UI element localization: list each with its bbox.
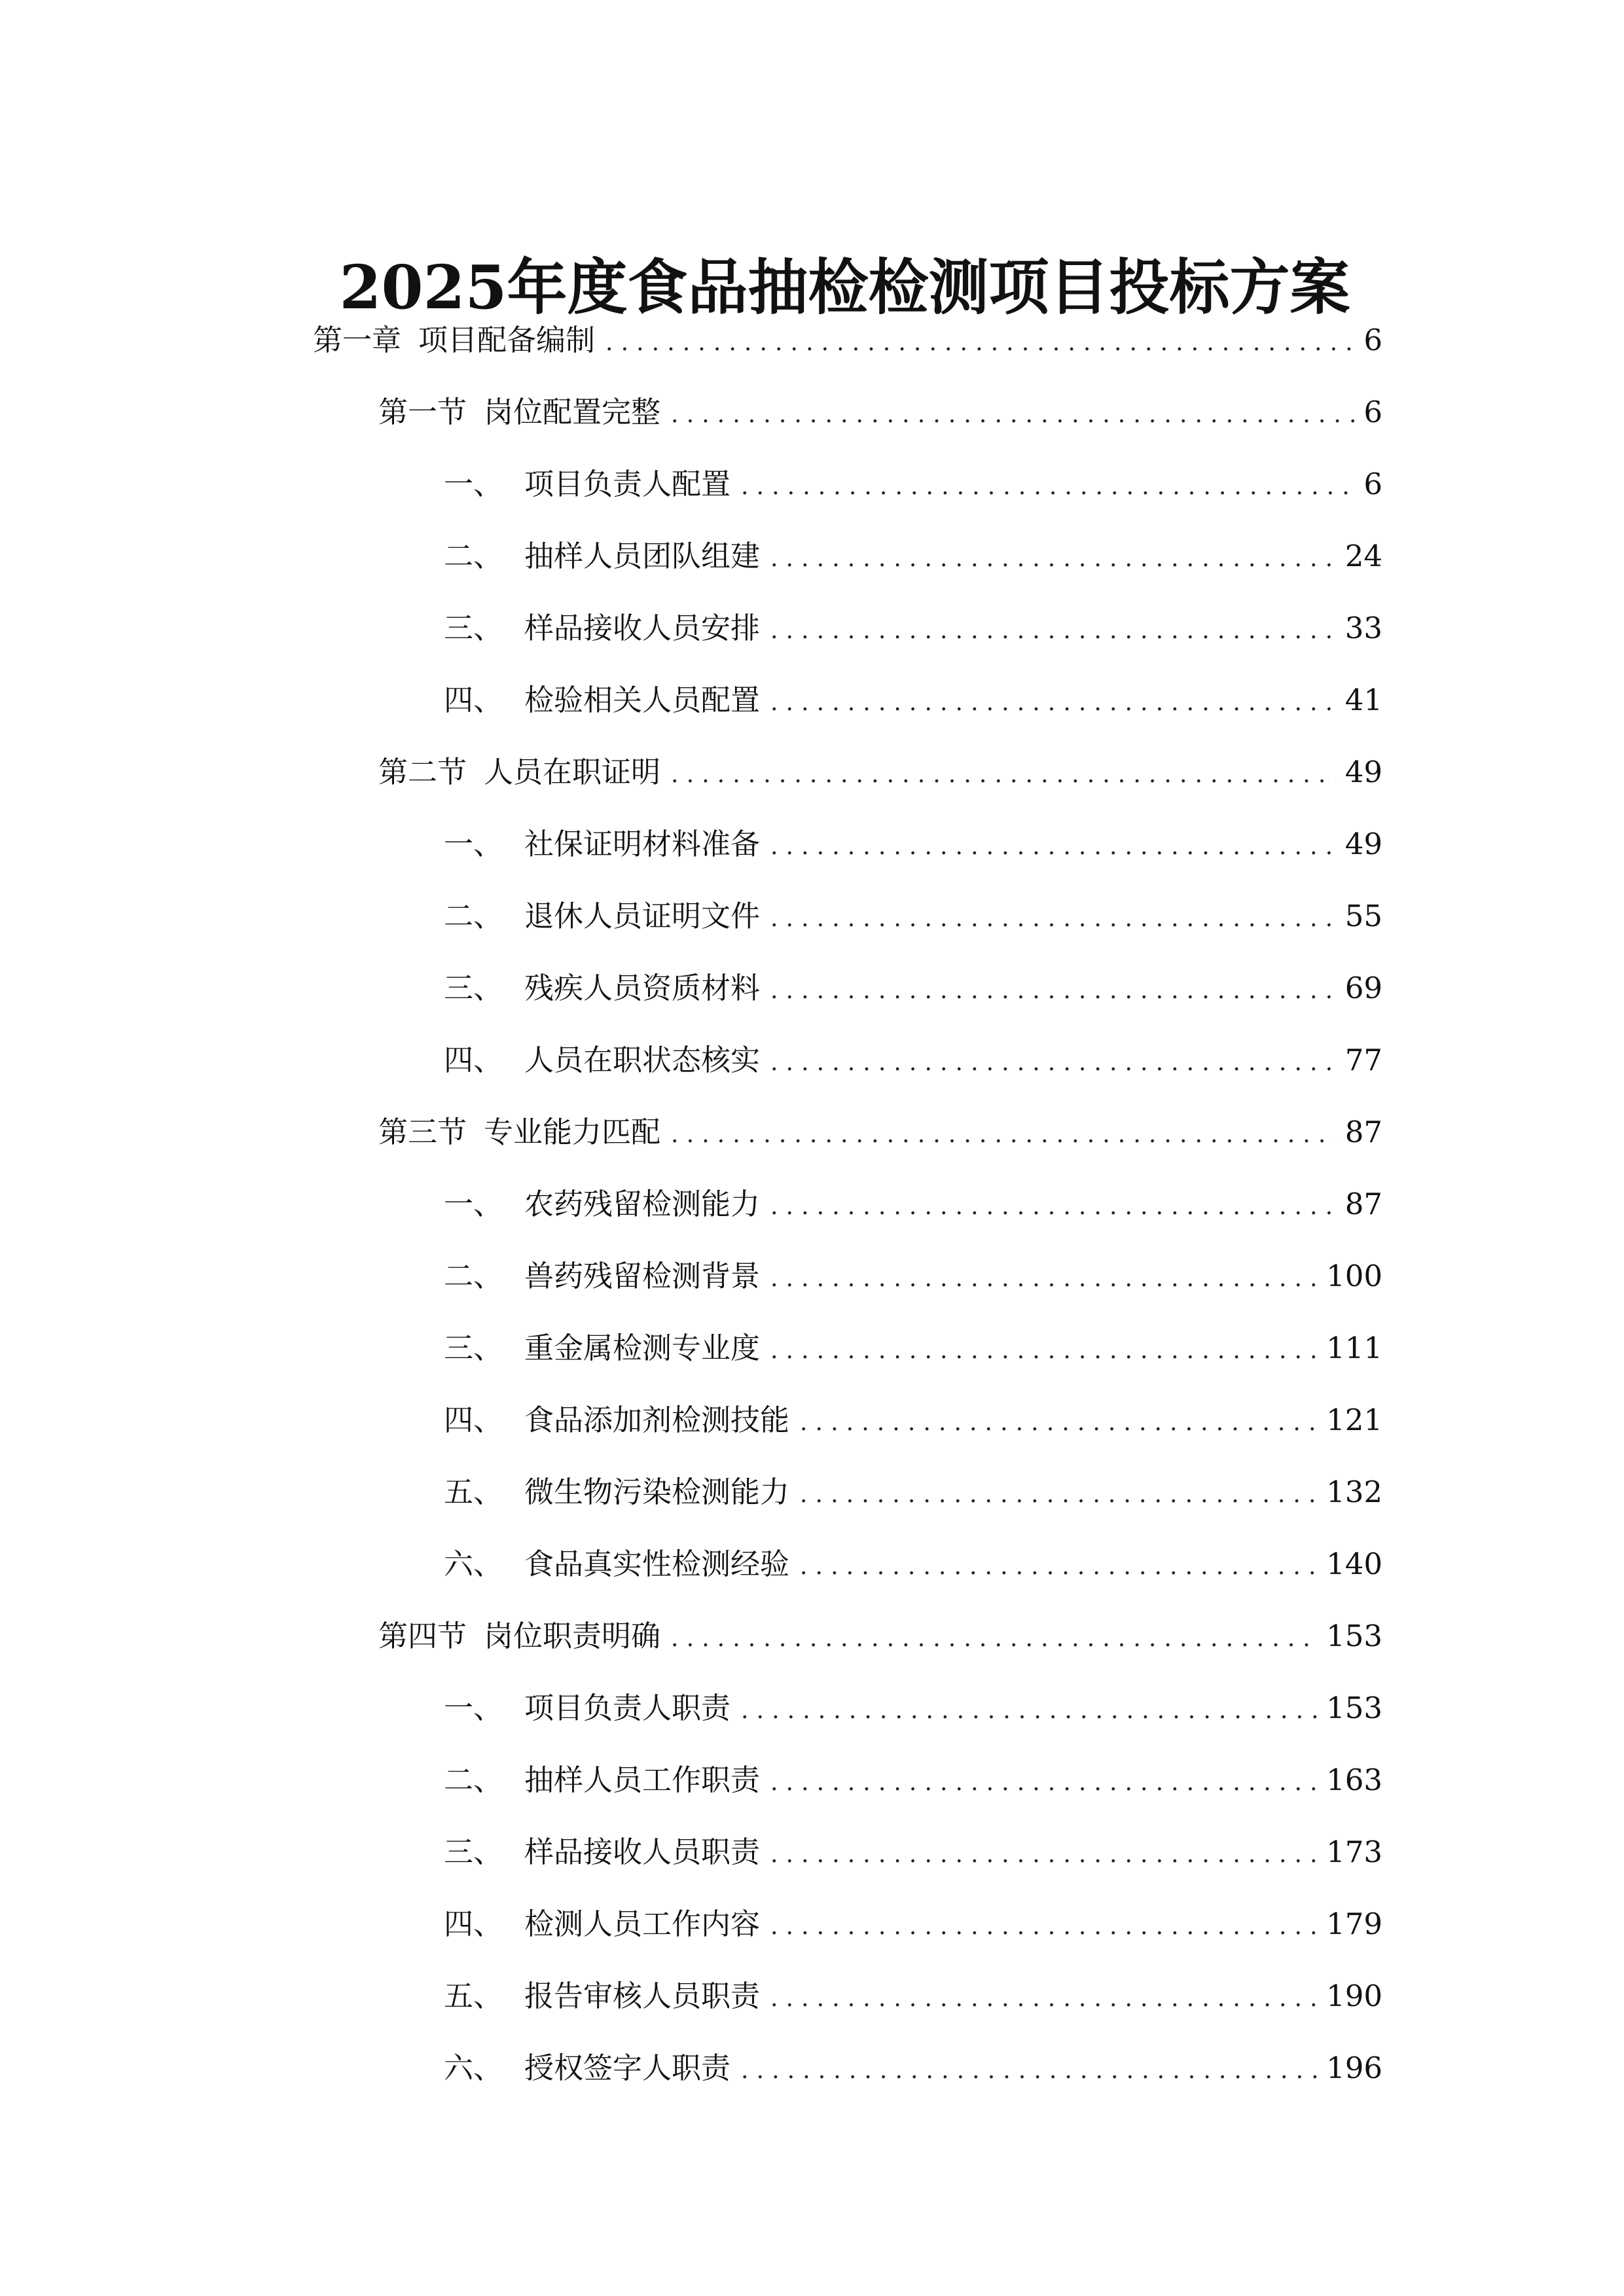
toc-entry-page-number: 49 bbox=[1344, 755, 1382, 789]
toc-entry-page-number: 41 bbox=[1344, 683, 1382, 717]
toc-entry-number: 六、 bbox=[444, 1547, 503, 1581]
toc-dot-leader bbox=[671, 1109, 1336, 1161]
toc-dot-leader bbox=[770, 605, 1336, 657]
toc-entry-number: 五、 bbox=[444, 1475, 503, 1509]
toc-dot-leader bbox=[800, 1541, 1317, 1593]
toc-entry-label: 项目负责人职责 bbox=[524, 1691, 731, 1725]
toc-entry-number: 第一章 bbox=[313, 323, 402, 357]
toc-entry-number: 二、 bbox=[444, 1259, 503, 1293]
toc-entry-page-number: 69 bbox=[1344, 971, 1382, 1005]
toc-subsection-entry bbox=[444, 530, 1382, 583]
toc-dot-leader bbox=[770, 821, 1336, 873]
toc-entry-page-number: 55 bbox=[1344, 899, 1382, 933]
toc-entry-page-number: 100 bbox=[1326, 1259, 1382, 1293]
toc-dot-leader bbox=[770, 893, 1336, 945]
toc-subsection-entry bbox=[444, 1250, 1382, 1302]
toc-dot-leader bbox=[741, 2045, 1317, 2097]
toc-subsection-entry bbox=[444, 1826, 1382, 1878]
toc-entry-number: 一、 bbox=[444, 1187, 503, 1221]
toc-entry-number: 三、 bbox=[444, 1331, 503, 1365]
toc-subsection-entry bbox=[444, 962, 1382, 1014]
toc-chapter-entry bbox=[313, 314, 1382, 367]
toc-entry-page-number: 121 bbox=[1326, 1403, 1382, 1437]
toc-dot-leader bbox=[800, 1397, 1317, 1449]
toc-entry-number: 四、 bbox=[444, 1907, 503, 1941]
toc-entry-page-number: 111 bbox=[1326, 1331, 1382, 1365]
toc-subsection-entry bbox=[444, 1466, 1382, 1518]
toc-entry-page-number: 190 bbox=[1326, 1979, 1382, 2013]
toc-dot-leader bbox=[770, 677, 1336, 729]
toc-entry-page-number: 24 bbox=[1344, 539, 1382, 573]
toc-entry-number: 第一节 bbox=[378, 395, 467, 429]
toc-entry-label: 重金属检测专业度 bbox=[524, 1331, 761, 1365]
toc-entry-label: 授权签字人职责 bbox=[524, 2051, 731, 2085]
toc-entry-label: 微生物污染检测能力 bbox=[524, 1475, 790, 1509]
toc-entry-page-number: 140 bbox=[1326, 1547, 1382, 1581]
toc-entry-page-number: 6 bbox=[1363, 395, 1382, 429]
toc-entry-label: 食品真实性检测经验 bbox=[524, 1547, 790, 1581]
toc-entry-label: 抽样人员工作职责 bbox=[524, 1763, 761, 1797]
toc-entry-label: 兽药残留检测背景 bbox=[524, 1259, 761, 1293]
toc-subsection-entry bbox=[444, 1682, 1382, 1734]
toc-entry-label: 残疾人员资质材料 bbox=[524, 971, 761, 1005]
toc-entry-label: 项目负责人配置 bbox=[524, 467, 731, 501]
toc-entry-label: 抽样人员团队组建 bbox=[524, 539, 761, 573]
toc-entry-page-number: 87 bbox=[1344, 1115, 1382, 1149]
toc-entry-label: 专业能力匹配 bbox=[484, 1115, 661, 1149]
toc-dot-leader bbox=[671, 749, 1336, 801]
toc-subsection-entry bbox=[444, 1178, 1382, 1230]
toc-dot-leader bbox=[770, 533, 1336, 585]
toc-entry-page-number: 33 bbox=[1344, 611, 1382, 645]
toc-dot-leader bbox=[671, 1613, 1317, 1665]
toc-dot-leader bbox=[770, 1757, 1317, 1809]
toc-entry-label: 检测人员工作内容 bbox=[524, 1907, 761, 1941]
toc-entry-label: 社保证明材料准备 bbox=[524, 827, 761, 861]
toc-entry-number: 第三节 bbox=[378, 1115, 467, 1149]
toc-dot-leader bbox=[800, 1469, 1317, 1521]
toc-entry-page-number: 163 bbox=[1326, 1763, 1382, 1797]
toc-subsection-entry bbox=[444, 2042, 1382, 2094]
toc-entry-label: 食品添加剂检测技能 bbox=[524, 1403, 790, 1437]
toc-subsection-entry bbox=[444, 818, 1382, 870]
document-title: 2025年度食品抽检检测项目投标方案 bbox=[339, 251, 1350, 323]
toc-entry-page-number: 153 bbox=[1326, 1619, 1382, 1653]
toc-subsection-entry bbox=[444, 1394, 1382, 1446]
toc-entry-label: 项目配备编制 bbox=[418, 323, 596, 357]
toc-dot-leader bbox=[770, 1325, 1317, 1377]
toc-entry-page-number: 179 bbox=[1326, 1907, 1382, 1941]
toc-entry-page-number: 6 bbox=[1363, 323, 1382, 357]
toc-entry-number: 第四节 bbox=[378, 1619, 467, 1653]
toc-entry-number: 一、 bbox=[444, 467, 503, 501]
toc-entry-label: 退休人员证明文件 bbox=[524, 899, 761, 933]
toc-dot-leader bbox=[741, 461, 1354, 513]
toc-dot-leader bbox=[770, 965, 1336, 1017]
toc-entry-label: 人员在职状态核实 bbox=[524, 1043, 761, 1077]
toc-dot-leader bbox=[770, 1253, 1317, 1305]
toc-subsection-entry bbox=[444, 1322, 1382, 1374]
toc-entry-number: 一、 bbox=[444, 827, 503, 861]
toc-entry-page-number: 87 bbox=[1344, 1187, 1382, 1221]
toc-entry-label: 农药残留检测能力 bbox=[524, 1187, 761, 1221]
toc-entry-page-number: 6 bbox=[1363, 467, 1382, 501]
toc-entry-number: 四、 bbox=[444, 1403, 503, 1437]
toc-entry-number: 四、 bbox=[444, 1043, 503, 1077]
toc-entry-label: 样品接收人员职责 bbox=[524, 1835, 761, 1869]
toc-entry-number: 第二节 bbox=[378, 755, 467, 789]
toc-entry-page-number: 132 bbox=[1326, 1475, 1382, 1509]
toc-entry-number: 一、 bbox=[444, 1691, 503, 1725]
toc-subsection-entry bbox=[444, 674, 1382, 726]
toc-entry-label: 报告审核人员职责 bbox=[524, 1979, 761, 2013]
toc-subsection-entry bbox=[444, 602, 1382, 655]
toc-section-entry bbox=[378, 1610, 1382, 1662]
toc-entry-number: 二、 bbox=[444, 539, 503, 573]
toc-entry-number: 三、 bbox=[444, 611, 503, 645]
toc-dot-leader bbox=[770, 1901, 1317, 1953]
toc-entry-label: 检验相关人员配置 bbox=[524, 683, 761, 717]
toc-subsection-entry bbox=[444, 1034, 1382, 1086]
toc-entry-page-number: 196 bbox=[1326, 2051, 1382, 2085]
toc-subsection-entry bbox=[444, 1898, 1382, 1950]
toc-dot-leader bbox=[770, 1181, 1336, 1233]
toc-dot-leader bbox=[770, 1829, 1317, 1881]
toc-entry-number: 二、 bbox=[444, 1763, 503, 1797]
toc-entry-label: 岗位配置完整 bbox=[484, 395, 661, 429]
toc-subsection-entry bbox=[444, 890, 1382, 942]
toc-entry-number: 三、 bbox=[444, 971, 503, 1005]
toc-section-entry bbox=[378, 746, 1382, 798]
toc-dot-leader bbox=[671, 389, 1354, 441]
toc-entry-number: 五、 bbox=[444, 1979, 503, 2013]
toc-entry-number: 二、 bbox=[444, 899, 503, 933]
toc-entry-label: 样品接收人员安排 bbox=[524, 611, 761, 645]
toc-section-entry bbox=[378, 1106, 1382, 1158]
toc-subsection-entry bbox=[444, 1754, 1382, 1806]
toc-subsection-entry bbox=[444, 458, 1382, 511]
toc-entry-page-number: 77 bbox=[1344, 1043, 1382, 1077]
toc-dot-leader bbox=[770, 1973, 1317, 2025]
toc-subsection-entry bbox=[444, 1970, 1382, 2022]
toc-subsection-entry bbox=[444, 1538, 1382, 1590]
toc-section-entry bbox=[378, 386, 1382, 439]
toc-entry-number: 三、 bbox=[444, 1835, 503, 1869]
toc-dot-leader bbox=[770, 1037, 1336, 1089]
toc-entry-page-number: 153 bbox=[1326, 1691, 1382, 1725]
toc-entry-number: 四、 bbox=[444, 683, 503, 717]
toc-entry-page-number: 49 bbox=[1344, 827, 1382, 861]
toc-dot-leader bbox=[605, 317, 1354, 369]
toc-dot-leader bbox=[741, 1685, 1317, 1737]
toc-entry-label: 人员在职证明 bbox=[484, 755, 661, 789]
toc-entry-page-number: 173 bbox=[1326, 1835, 1382, 1869]
toc-entry-number: 六、 bbox=[444, 2051, 503, 2085]
table-of-contents bbox=[0, 314, 1624, 2147]
toc-entry-label: 岗位职责明确 bbox=[484, 1619, 661, 1653]
